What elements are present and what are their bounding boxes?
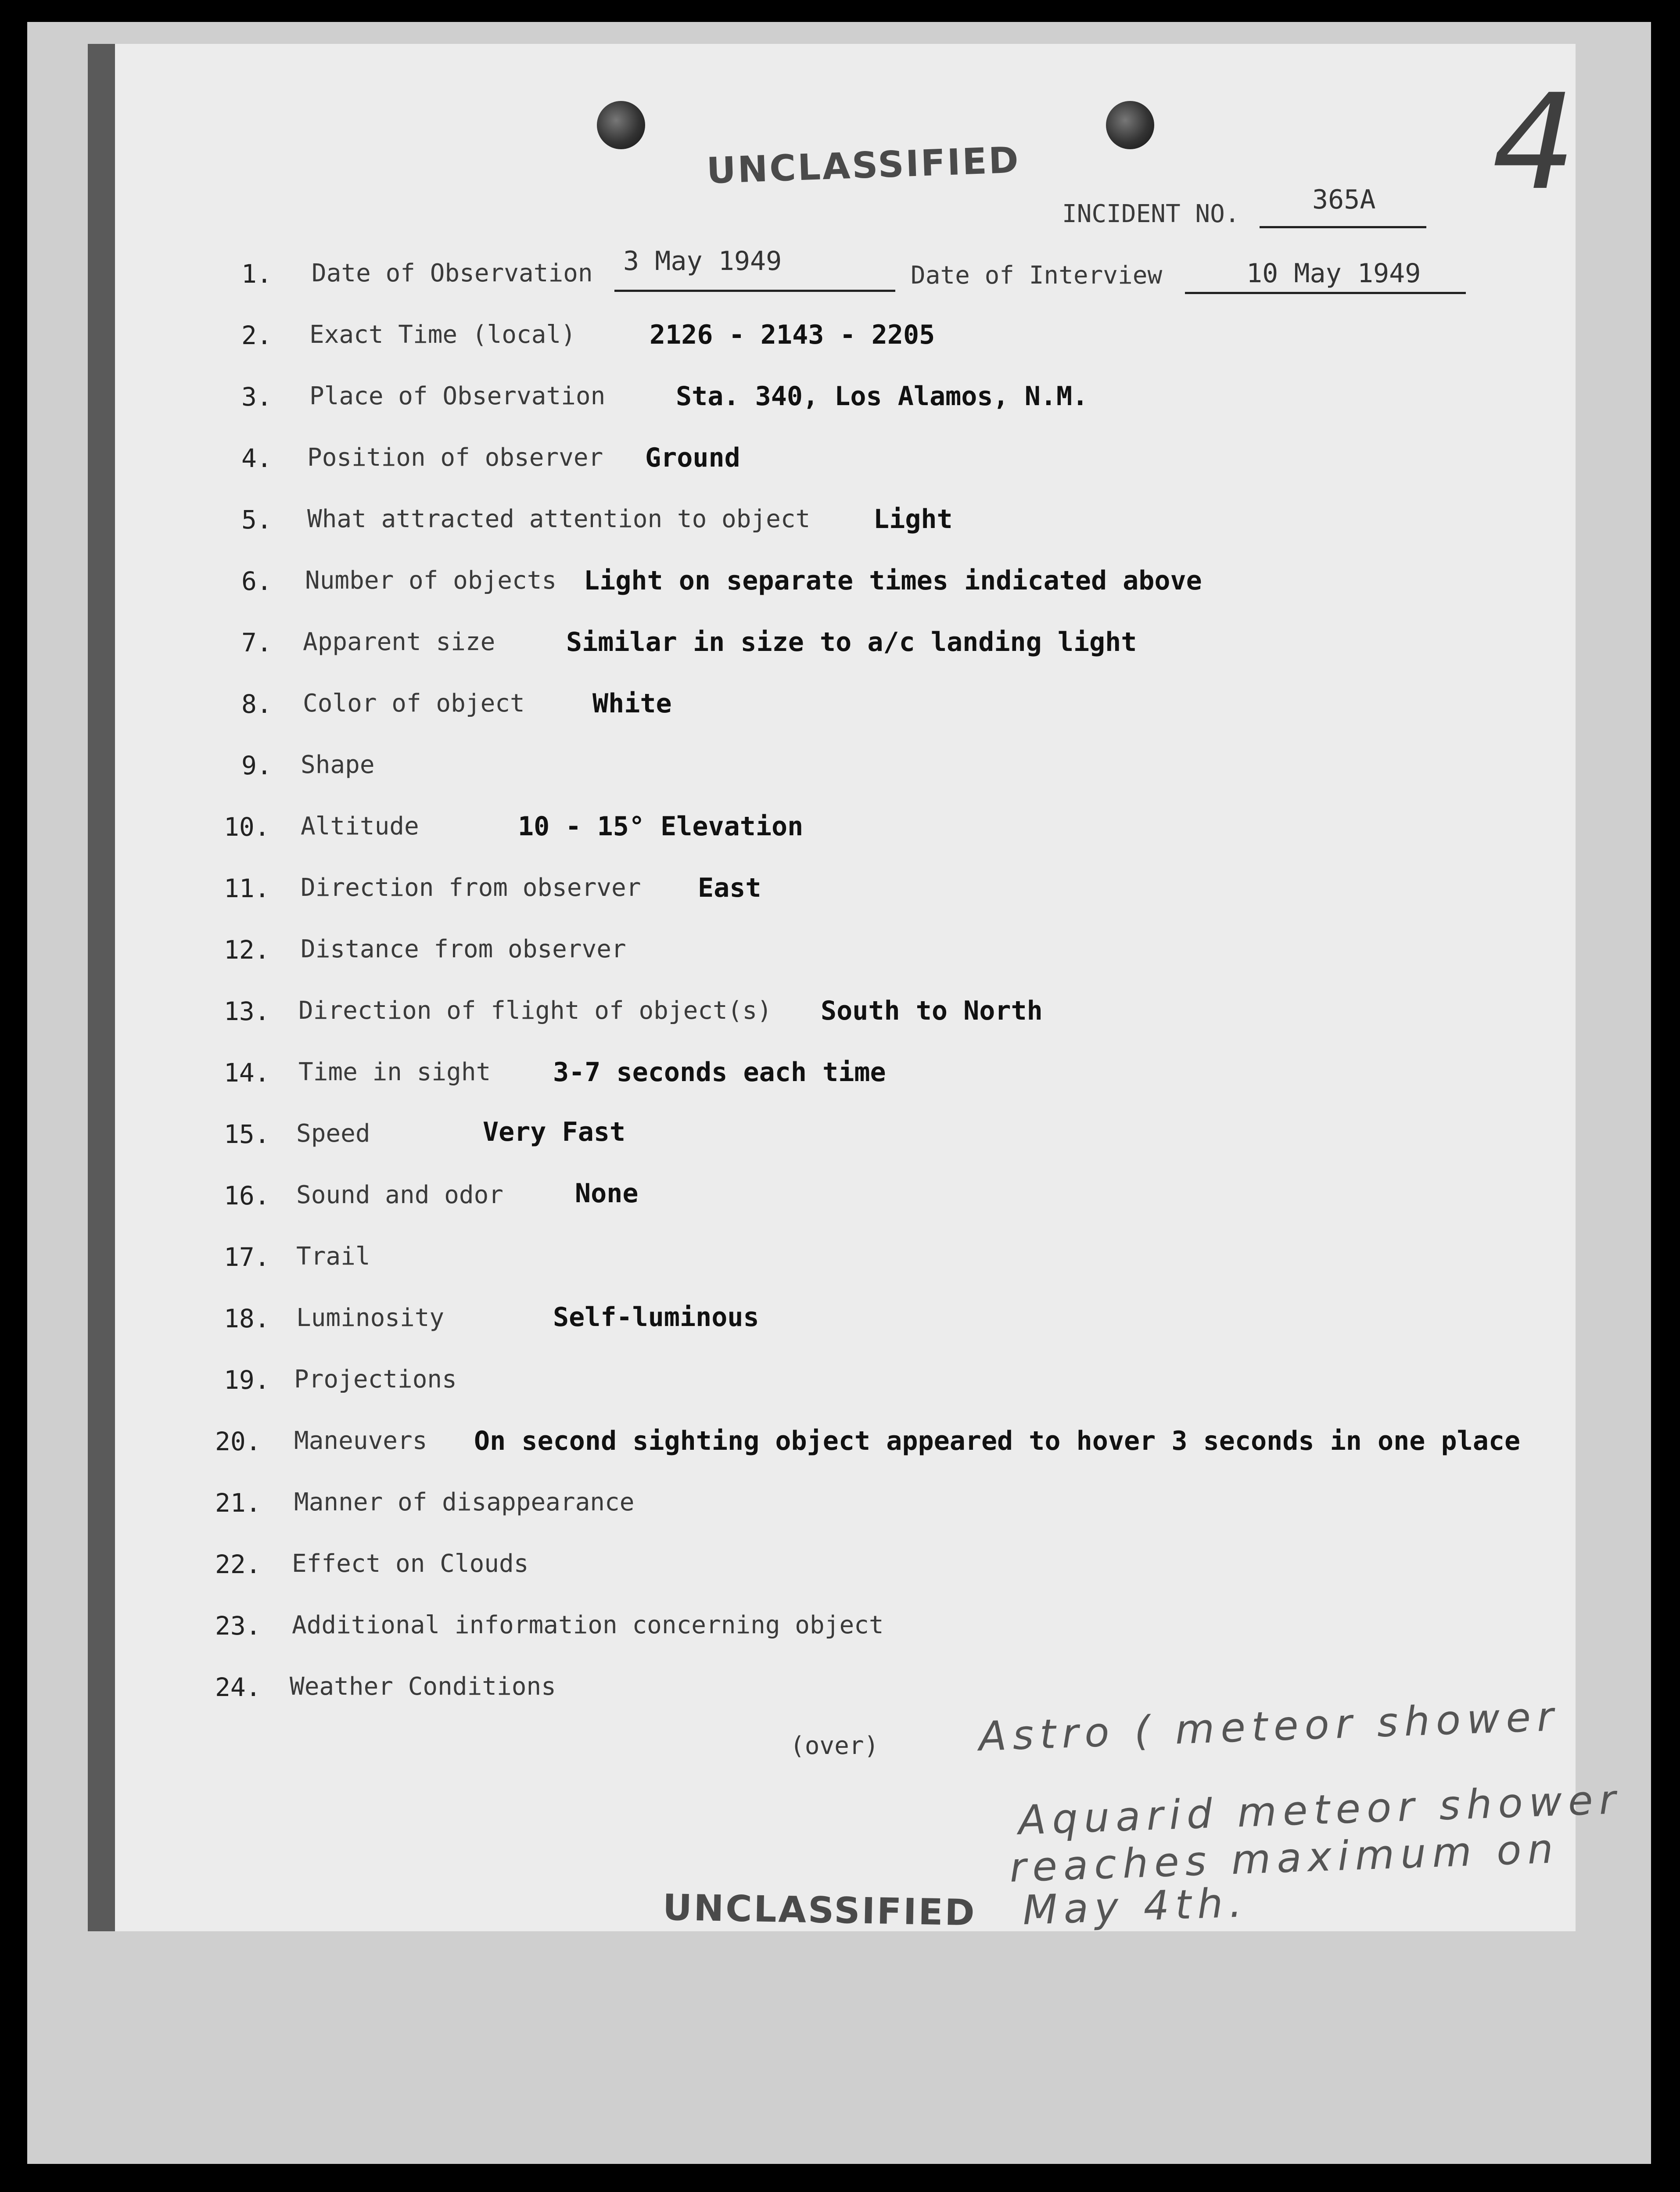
item-number: 5. <box>241 505 272 535</box>
item-number: 3. <box>241 382 272 412</box>
page-number-mark: 4 <box>1492 66 1576 219</box>
item-number: 7. <box>241 628 272 658</box>
item-label: Color of object <box>303 689 525 718</box>
item-value: Light <box>873 504 953 535</box>
item-label: Speed <box>296 1119 370 1148</box>
item-label: Place of Observation <box>309 382 606 410</box>
item-number: 20. <box>215 1427 261 1456</box>
item-number: 4. <box>241 443 272 473</box>
paper-edge-shadow <box>88 44 115 1931</box>
item-number: 1. <box>241 259 272 289</box>
item-number: 12. <box>224 935 270 965</box>
item-number: 17. <box>224 1242 270 1272</box>
item-value: Ground <box>645 442 740 473</box>
item-label: Date of Observation <box>312 259 593 287</box>
item-value: Very Fast <box>483 1117 626 1147</box>
item-label: Direction of flight of object(s) <box>298 996 772 1025</box>
item-value: Sta. 340, Los Alamos, N.M. <box>676 381 1088 412</box>
item-value-secondary: 10 May 1949 <box>1246 258 1421 289</box>
item-number: 15. <box>224 1119 270 1149</box>
incident-underline <box>1260 226 1426 228</box>
item-value: On second sighting object appeared to hover 3 seconds in one place <box>474 1426 1521 1456</box>
item-value: East <box>698 873 761 903</box>
over-note: (over) <box>790 1732 879 1760</box>
item-label: Apparent size <box>303 628 495 656</box>
date-interview-underline <box>1185 292 1466 294</box>
item-number: 24. <box>215 1672 261 1702</box>
item-value: None <box>575 1178 639 1209</box>
item-label: Projections <box>294 1365 457 1394</box>
item-label: Direction from observer <box>301 873 641 902</box>
item-label: Additional information concerning object <box>292 1611 884 1639</box>
item-value: Self-luminous <box>553 1302 759 1333</box>
item-value: 3-7 seconds each time <box>553 1057 886 1088</box>
item-label: Distance from observer <box>301 935 626 963</box>
item-label: Maneuvers <box>294 1427 427 1455</box>
item-number: 2. <box>241 320 272 350</box>
item-number: 22. <box>215 1549 261 1579</box>
item-number: 8. <box>241 689 272 719</box>
item-label-secondary: Date of Interview <box>911 261 1163 290</box>
item-number: 19. <box>224 1365 270 1395</box>
item-number: 6. <box>241 566 272 596</box>
date-observation-underline <box>614 290 895 292</box>
punch-hole-right <box>1106 101 1154 149</box>
item-value: 3 May 1949 <box>623 246 782 277</box>
item-number: 11. <box>224 873 270 903</box>
item-value: 10 - 15° Elevation <box>518 811 804 842</box>
item-value: Similar in size to a/c landing light <box>566 627 1137 658</box>
item-label: What attracted attention to object <box>307 505 811 533</box>
item-value: South to North <box>821 995 1043 1026</box>
punch-hole-left <box>597 101 645 149</box>
item-number: 9. <box>241 751 272 780</box>
handwritten-note-line-3: reaches maximum on <box>1009 1825 1560 1891</box>
handwritten-note-line-1: Astro ( meteor shower <box>978 1693 1561 1761</box>
item-label: Position of observer <box>307 443 603 472</box>
classification-stamp-bottom: UNCLASSIFIED <box>662 1887 977 1934</box>
classification-stamp-top: UNCLASSIFIED <box>706 139 1021 192</box>
item-label: Effect on Clouds <box>292 1549 529 1578</box>
item-label: Time in sight <box>298 1058 491 1086</box>
item-value: 2126 - 2143 - 2205 <box>650 320 935 350</box>
item-number: 14. <box>224 1058 270 1088</box>
item-label: Luminosity <box>296 1304 445 1332</box>
item-number: 18. <box>224 1304 270 1333</box>
item-number: 10. <box>224 812 270 842</box>
item-value: Light on separate times indicated above <box>584 565 1202 596</box>
item-label: Number of objects <box>305 566 557 595</box>
item-label: Trail <box>296 1242 370 1271</box>
item-number: 21. <box>215 1488 261 1518</box>
incident-number: 365A <box>1312 184 1376 215</box>
item-label: Weather Conditions <box>290 1672 556 1701</box>
item-label: Sound and odor <box>296 1181 504 1209</box>
item-value: White <box>592 688 672 719</box>
item-label: Altitude <box>301 812 419 841</box>
item-number: 23. <box>215 1611 261 1641</box>
incident-label: INCIDENT NO. <box>1062 200 1240 228</box>
handwritten-note-line-2: Aquarid meteor shower <box>1017 1776 1623 1844</box>
item-number: 16. <box>224 1181 270 1211</box>
item-number: 13. <box>224 996 270 1026</box>
handwritten-note-line-4: May 4th. <box>1022 1879 1249 1934</box>
item-label: Manner of disappearance <box>294 1488 635 1516</box>
item-label: Exact Time (local) <box>309 320 576 349</box>
item-label: Shape <box>301 751 375 779</box>
